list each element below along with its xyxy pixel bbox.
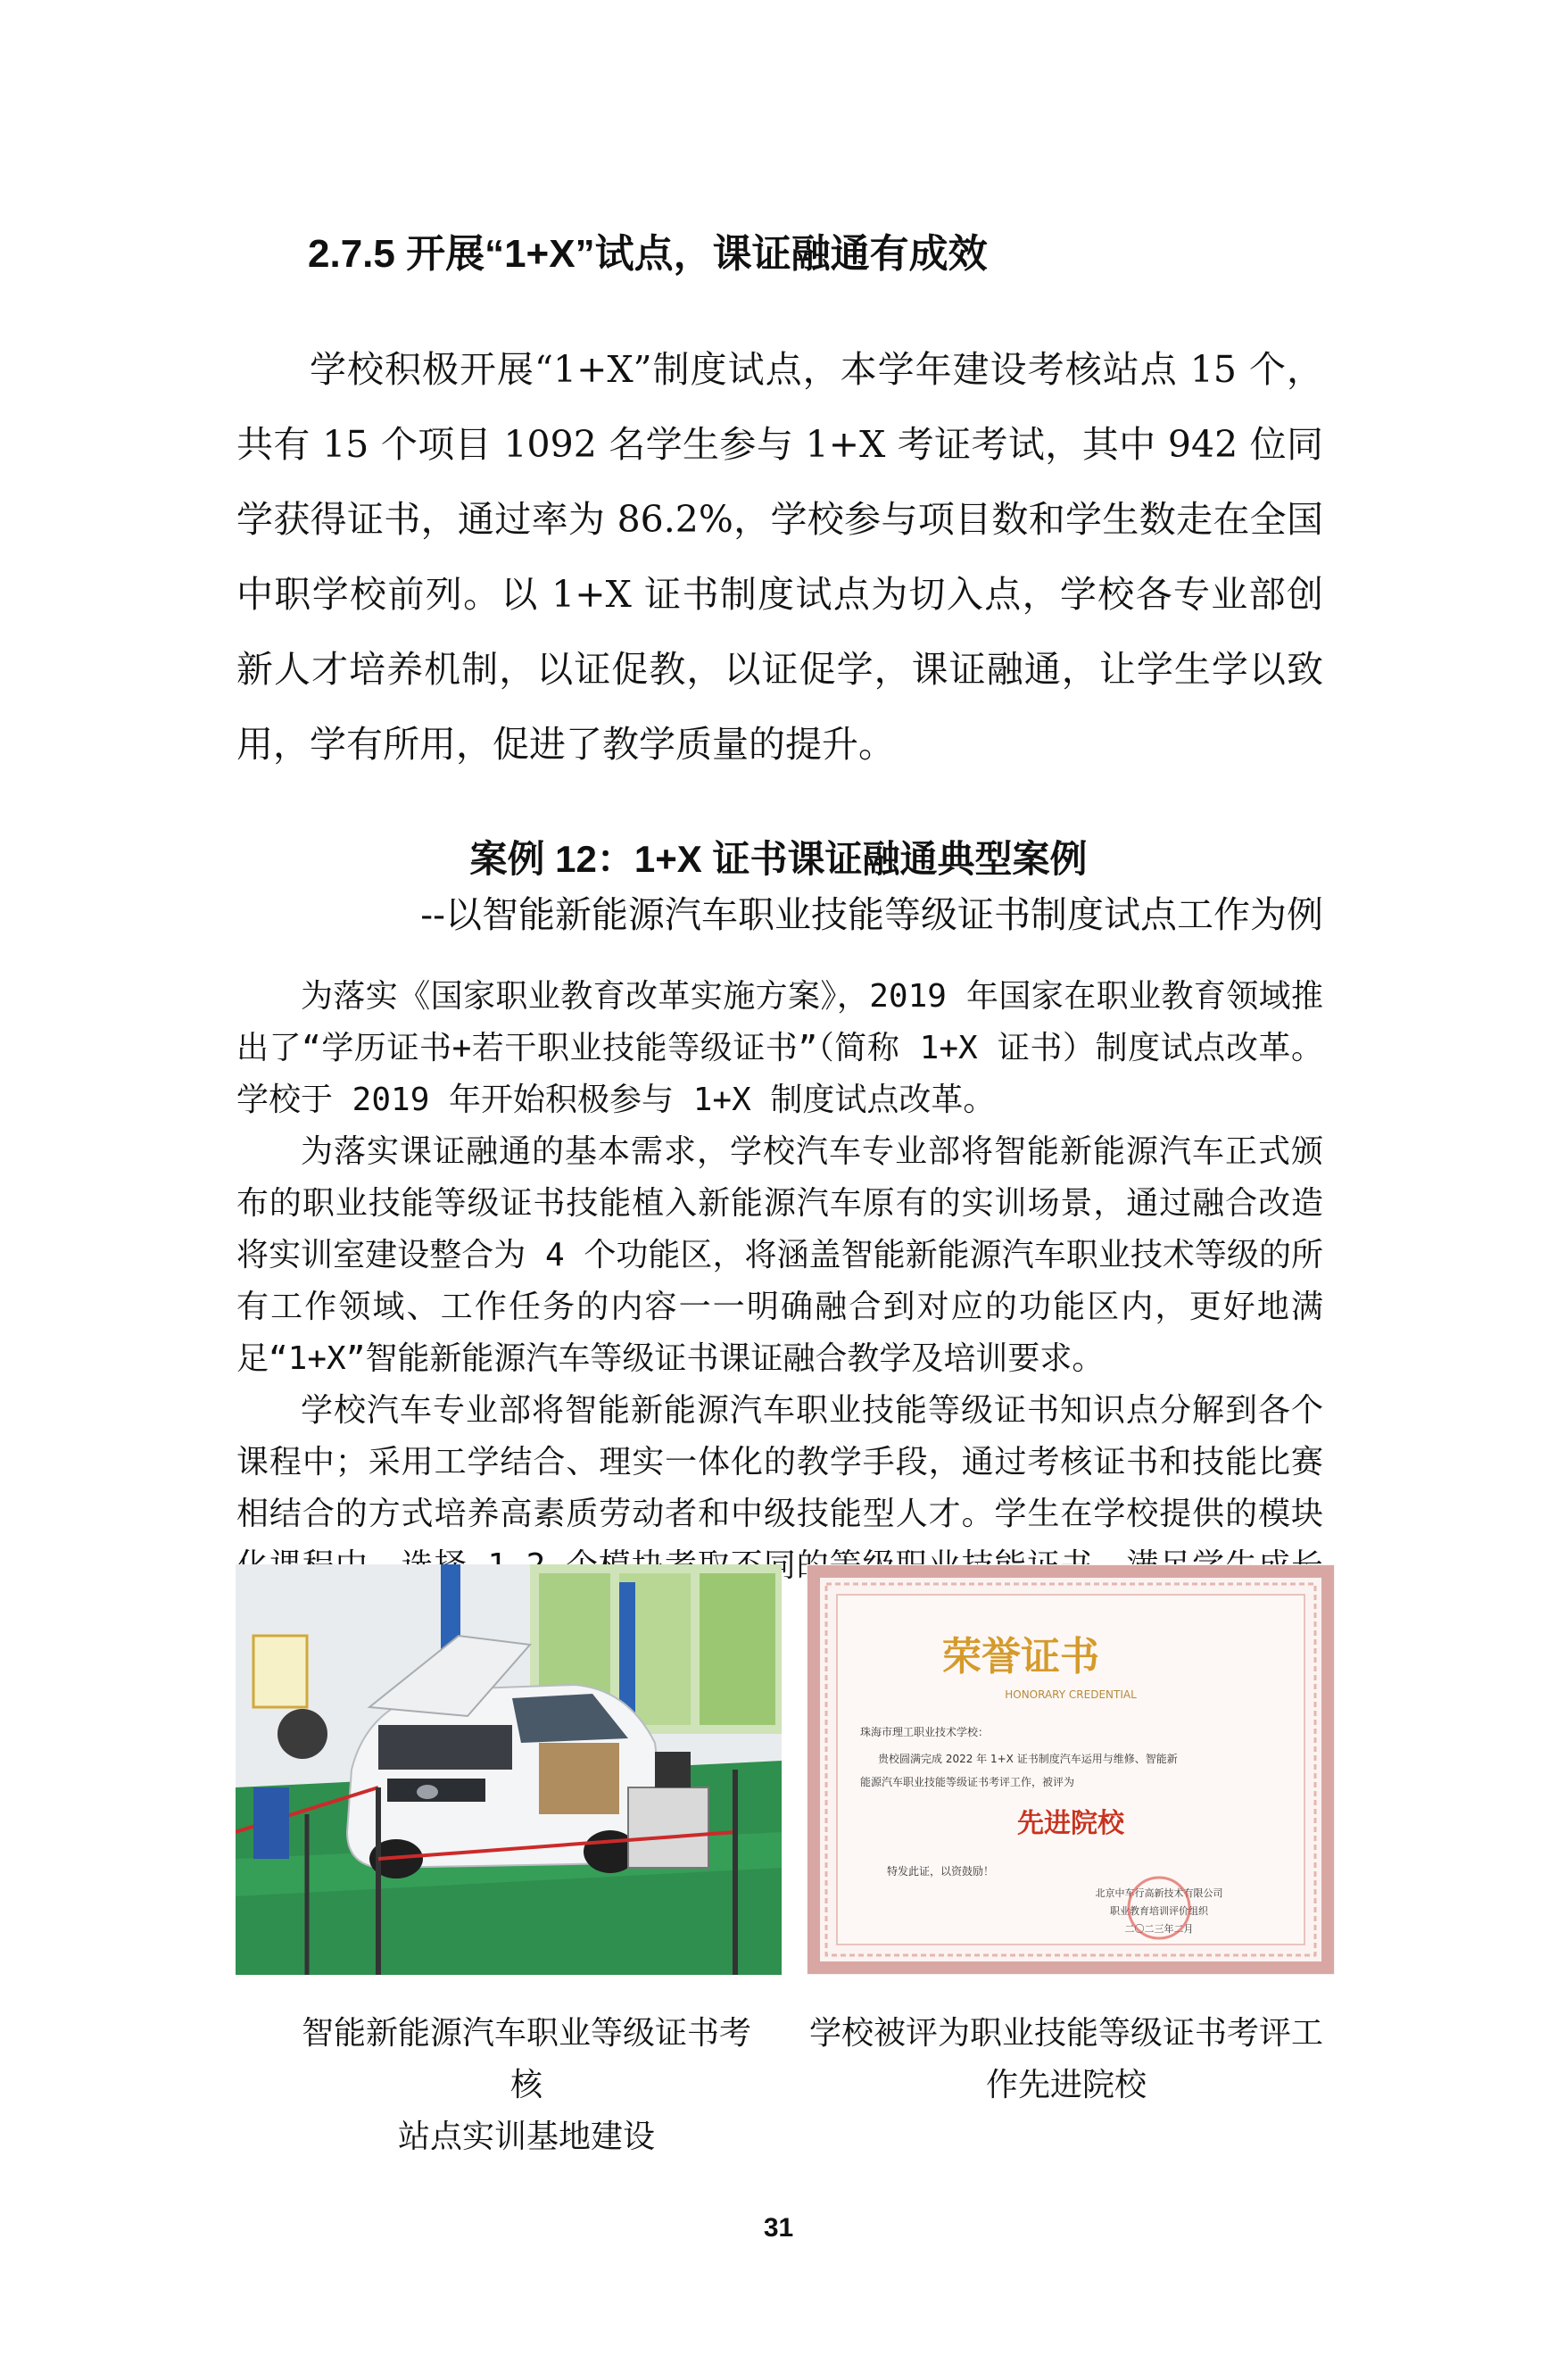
case-body <box>236 971 1323 1644</box>
certificate-body-line2: 能源汽车职业技能等级证书考评工作，被评为 <box>860 1776 1075 1788</box>
training-base-photo <box>236 1564 782 1975</box>
right-figure-caption <box>803 2008 1329 2111</box>
right-caption-line-1: 学校被评为职业技能等级证书考评工 <box>808 2015 1323 2052</box>
certificate-award: 先进院校 <box>1017 1808 1124 1839</box>
right-caption-line-2: 作先进院校 <box>985 2067 1147 2103</box>
case-title: 案例 12：1+X 证书课证融通典型案例 <box>469 838 1088 880</box>
case-subtitle: --以智能新能源汽车职业技能等级证书制度试点工作为例 <box>420 893 1323 936</box>
certificate-body-line1: 贵校圆满完成 2022 年 1+X 证书制度汽车运用与维修、智能新 <box>878 1753 1178 1765</box>
left-caption-line-1: 智能新能源汽车职业等级证书考核 <box>301 2015 751 2103</box>
left-figure-caption <box>294 2008 758 2163</box>
section-paragraph: 学校积极开展“1+X”制度试点，本学年建设考核站点 15 个，共有 15 个项目 1092 名学生参与 1+X 考证考试，其中 942 位同学获得证书，通过率为 86.2%，学校参与项目数和学生数走在全国中职学校前列。以 1+X 证书制度试点为切入点，学校各专业部创新人才培养机制，以证促教，以证促学，课证融通，让学生学以致用，学有所用，促进了教学质量的提升。 <box>236 348 1323 766</box>
left-caption-line-2: 站点实训基地建设 <box>397 2119 655 2155</box>
certificate-date: 二〇二三年二月 <box>1124 1923 1194 1935</box>
section-title: 2.7.5 开展“1+X”试点，课证融通有成效 <box>308 232 988 276</box>
certificate-closing: 特发此证，以资鼓励！ <box>887 1865 995 1878</box>
certificate-heading-en: HONORARY CREDENTIAL <box>1005 1688 1137 1701</box>
case-paragraph-3: 学校汽车专业部将智能新能源汽车职业技能等级证书知识点分解到各个课程中；采用工学结合、理实一体化的教学手段，通过考核证书和技能比赛相结合的方式培养高素质劳动者和中级技能型人才。学生在学校提供的模块 <box>236 1392 1323 1532</box>
certificate-issuer-1: 北京中车行高新技术有限公司 <box>1095 1887 1223 1899</box>
certificate-heading: 荣誉证书 <box>942 1634 1099 1679</box>
certificate-recipient: 珠海市理工职业技术学校： <box>860 1726 990 1738</box>
page-number: 31 <box>763 2213 794 2243</box>
certificate-issuer-2: 职业教育培训评价组织 <box>1110 1905 1208 1917</box>
certificate-photo <box>807 1564 1335 1975</box>
case-paragraph-2: 为落实课证融通的基本需求，学校汽车专业部将智能新能源汽车正式颁布的职业技能等级证书技能植入新能源汽车原有的实训场景，通过融合改造将实训室建设整合为 4 个功能区，将涵盖智能新能源汽车职业技术等级的所有工作领域、工作任务的内容一一明确融合到对应的功能区内，更好地满足“1+X”智能新能源汽车等级证书课证融合教学及培训要求。 <box>236 1133 1323 1377</box>
case-paragraph-1: 为落实《国家职业教育改革实施方案》，2019 年国家在职业教育领域推出了“学历证书+若干职业技能等级证书”（简称 1+X 证书）制度试点改革。学校于 2019 年开始积极参与 1+X 制度试点改革。 <box>236 978 1323 1118</box>
